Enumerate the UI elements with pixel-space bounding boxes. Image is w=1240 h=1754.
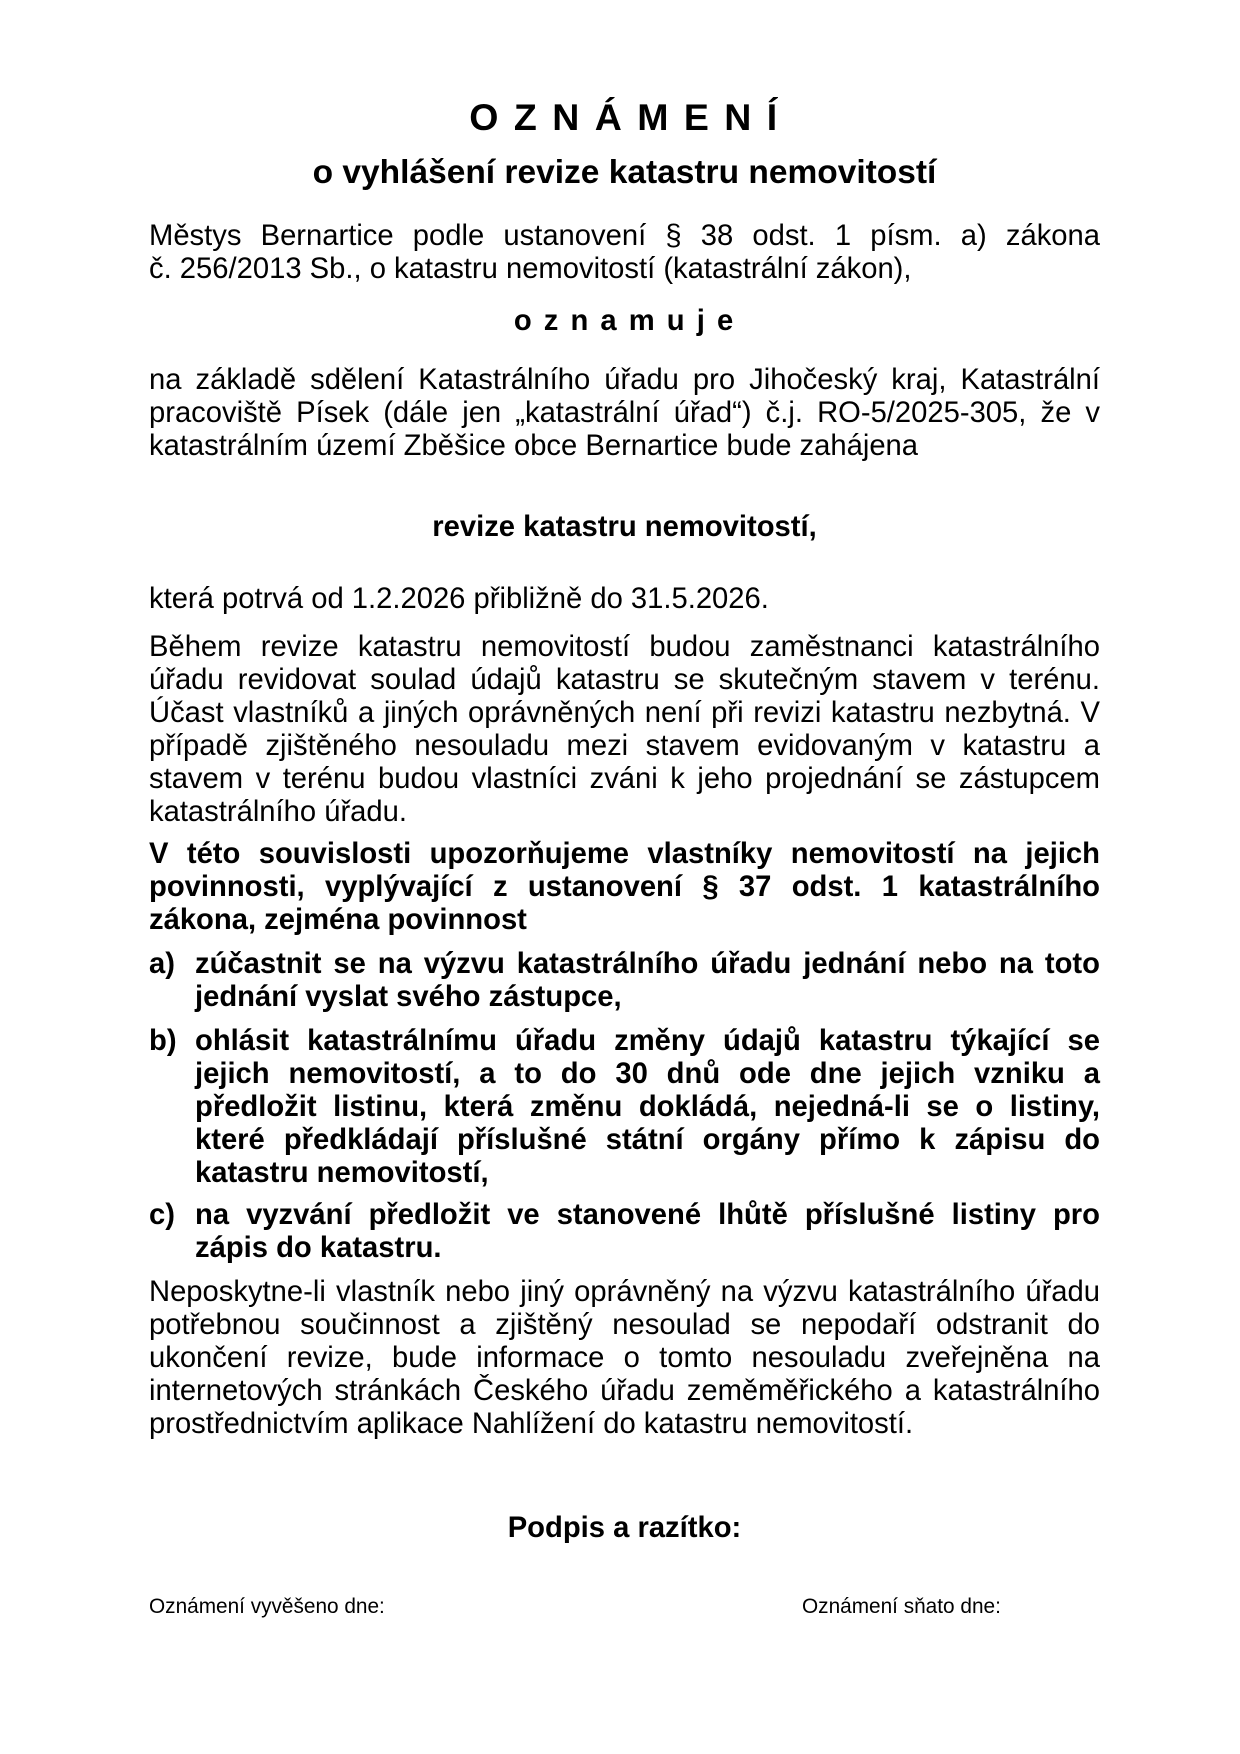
announce-word: o z n a m u j e [513,305,736,337]
obligations-list [149,948,1100,1265]
revision-heading: revize katastru nemovitostí, [432,511,817,543]
obligation-item-c [149,1199,1100,1265]
removed-date-label: Oznámení sňato dne: [802,1595,1001,1618]
posted-date-label: Oznámení vyvěšeno dne: [149,1595,385,1618]
obligation-text-c: na vyzvání předložit ve stanovené lhůtě příslušné listiny pro zápis do katastru. [195,1199,1100,1264]
revision-description-paragraph: Během revize katastru nemovitostí budou zaměstnanci katastrálního úřadu revidovat soulad údajů katastru se skutečným stavem v terénu. Účast vlastníků a jiných oprávněných není při revizi katastru nezbytná. V případě zjištěného nesouladu mezi stavem evidovaným v katastru a stavem v terénu budou vlastníci zváni k jeho projednání se zástupcem katastrálního úřadu. [149,631,1100,828]
duration-line: která potrvá od 1.2.2026 přibližně do 31.5.2026. [149,583,769,615]
basis-paragraph: na základě sdělení Katastrálního úřadu pro Jihočeský kraj, Katastrální pracoviště Písek (dále jen „katastrální úřad“) č.j. RO-5/2025-305, že v katastrálním území Zběšice obce Bernartice bude zahájena [149,364,1100,462]
document-subtitle: o vyhlášení revize katastru nemovitostí [312,154,937,191]
signature-heading: Podpis a razítko: [507,1512,742,1544]
footer-row [149,1595,1100,1619]
document-title: O Z N Á M E N Í [469,96,780,138]
obligation-marker-a: a) [149,948,175,980]
obligation-marker-b: b) [149,1025,177,1057]
obligation-marker-c: c) [149,1199,175,1231]
obligations-intro-paragraph: V této souvislosti upozorňujeme vlastníky nemovitostí na jejich povinnosti, vyplývající z ustanovení § 37 odst. 1 katastrálního zákona, zejména povinnost [149,838,1100,936]
obligation-text-a: zúčastnit se na výzvu katastrálního úřadu jednání nebo na toto jednání vyslat svého zástupce, [195,948,1100,1013]
intro-paragraph: Městys Bernartice podle ustanovení § 38 odst. 1 písm. a) zákona č. 256/2013 Sb., o katastru nemovitostí (katastrální zákon), [149,220,1100,285]
obligation-text-b: ohlásit katastrálnímu úřadu změny údajů katastru týkající se jejich nemovitostí, a to do 30 dnů ode dne jejich vzniku a předložit listinu, která změnu dokládá, nejedná-li se o listiny, které předkládají příslušné státní orgány přímo k zápisu do katastru nemovitostí, [195,1025,1100,1189]
obligation-item-a [149,948,1100,1014]
non-cooperation-paragraph: Neposkytne-li vlastník nebo jiný oprávněný na výzvu katastrálního úřadu potřebnou součinnost a zjištěný nesoulad se nepodaří odstranit do ukončení revize, bude informace o tomto nesouladu zveřejněna na internetových stránkách Českého úřadu zeměměřického a katastrálního prostřednictvím aplikace Nahlížení do katastru nemovitostí. [149,1276,1100,1440]
obligation-item-b [149,1025,1100,1190]
